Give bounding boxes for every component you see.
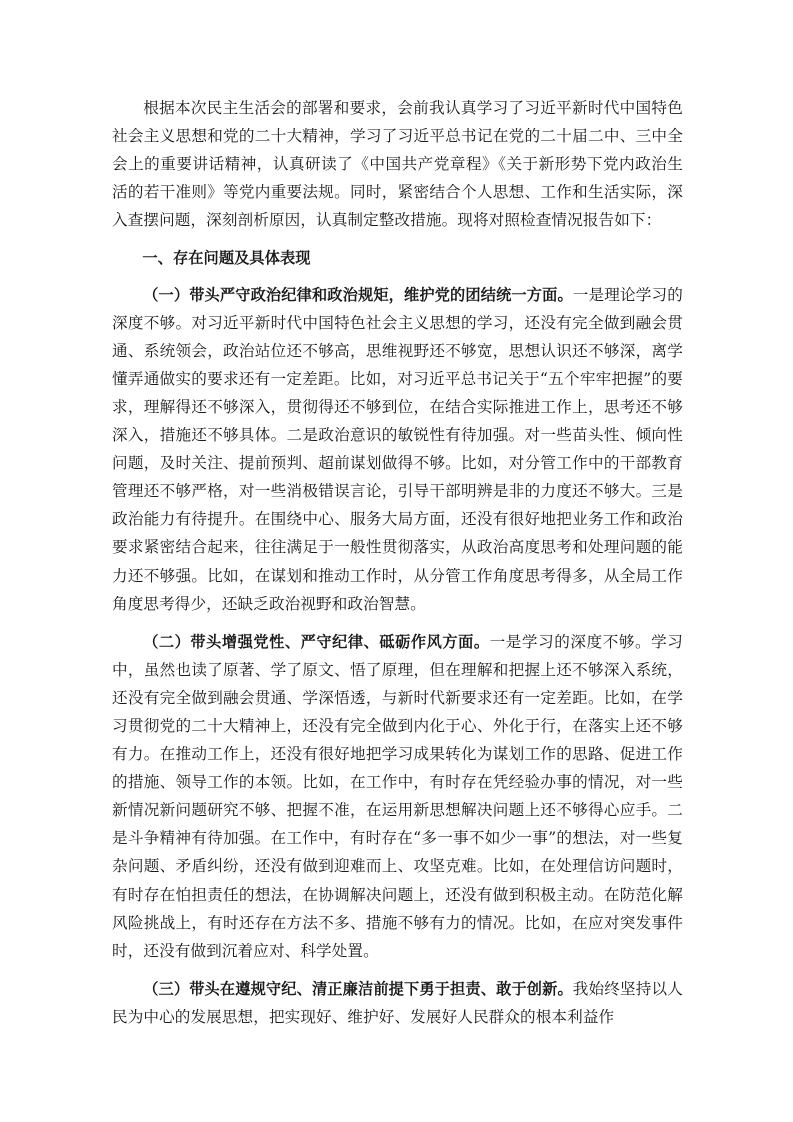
section-paragraph-2: [112, 628, 683, 965]
section-lead-3: （三）带头在遵规守纪、清正廉洁前提下勇于担责、敢于创新。: [143, 979, 573, 998]
section-body-3: 我始终坚持以人民为中心的发展思想，把实现好、维护好、发展好人民群众的根本利益作: [112, 979, 683, 1026]
section-heading-1: 一、存在问题及具体表现: [142, 249, 311, 268]
intro-paragraph: 根据本次民主生活会的部署和要求，会前我认真学习了习近平新时代中国特色社会主义思想和党的二十大精神，学习了习近平总书记在党的二十届二中、三中全会上的重要讲话精神，认真研读了《中国共产党章程》《关于新形势下党内政治生活的若干准则》等党内重要法规。同时，紧密结合个人思想、工作和生活实际，深入查摆问题，深刻剖析原因，认真制定整改措施。现将对照检查情况报告如下：: [112, 99, 683, 230]
document-page: [112, 94, 683, 1031]
section-body-1: 一是理论学习的深度不够。对习近平新时代中国特色社会主义思想的学习，还没有完全做到融会贯通、系统领会，政治站位还不够高，思维视野还不够宽，思想认识还不够深，离学懂弄通做实的要求还有一定差距。比如，对习近平总书记关于“五个牢牢把握”的要求，理解得还不够深入，贯彻得还不够到位，在结合实际推进工作上，思考还不够深入，措施还不够具体。二是政治意识的敏锐性有待加强。对一些苗头性、倾向性问题，及时关注、提前预判、超前谋划做得不够。比如，对分管工作中的干部教育管理还不够严格，对一些消极错误言论，引导干部明辨是非的力度还不够大。三是政治能力有待提升。在围绕中心、服务大局方面，还没有很好地把业务工作和政治要求紧密结合起来，往往满足于一般性贯彻落实，从政治高度思考和处理问题的能力还不够强。比如，在谋划和推动工作时，从分管工作角度思考得多，从全局工作角度思考得少，还缺乏政治视野和政治智慧。: [112, 285, 683, 613]
section-paragraph-1: [112, 281, 683, 618]
section-body-2: 一是学习的深度不够。学习中，虽然也读了原著、学了原文、悟了原理，但在理解和把握上还不够深入系统，还没有完全做到融会贯通、学深悟透，与新时代新要求还有一定差距。比如，在学习贯彻党的二十大精神上，还没有完全做到内化于心、外化于行，在落实上还不够有力。在推动工作上，还没有很好地把学习成果转化为谋划工作的思路、促进工作的措施、领导工作的本领。比如，在工作中，有时存在凭经验办事的情况，对一些新情况新问题研究不够、把握不准，在运用新思想解决问题上还不够得心应手。二是斗争精神有待加强。在工作中，有时存在“多一事不如少一事”的想法，对一些复杂问题、矛盾纠纷，还没有做到迎难而上、攻坚克难。比如，在处理信访问题时，有时存在怕担责任的想法，在协调解决问题上，还没有做到积极主动。在防范化解风险挑战上，有时还存在方法不多、措施不够有力的情况。比如，在应对突发事件时，还没有做到沉着应对、科学处置。: [112, 632, 684, 960]
section-lead-2: （二）带头增强党性、严守纪律、砥砺作风方面。: [143, 632, 490, 651]
section-lead-1: （一）带头严守政治纪律和政治规矩，维护党的团结统一方面。: [143, 285, 573, 304]
section-paragraph-3: [112, 975, 683, 1031]
